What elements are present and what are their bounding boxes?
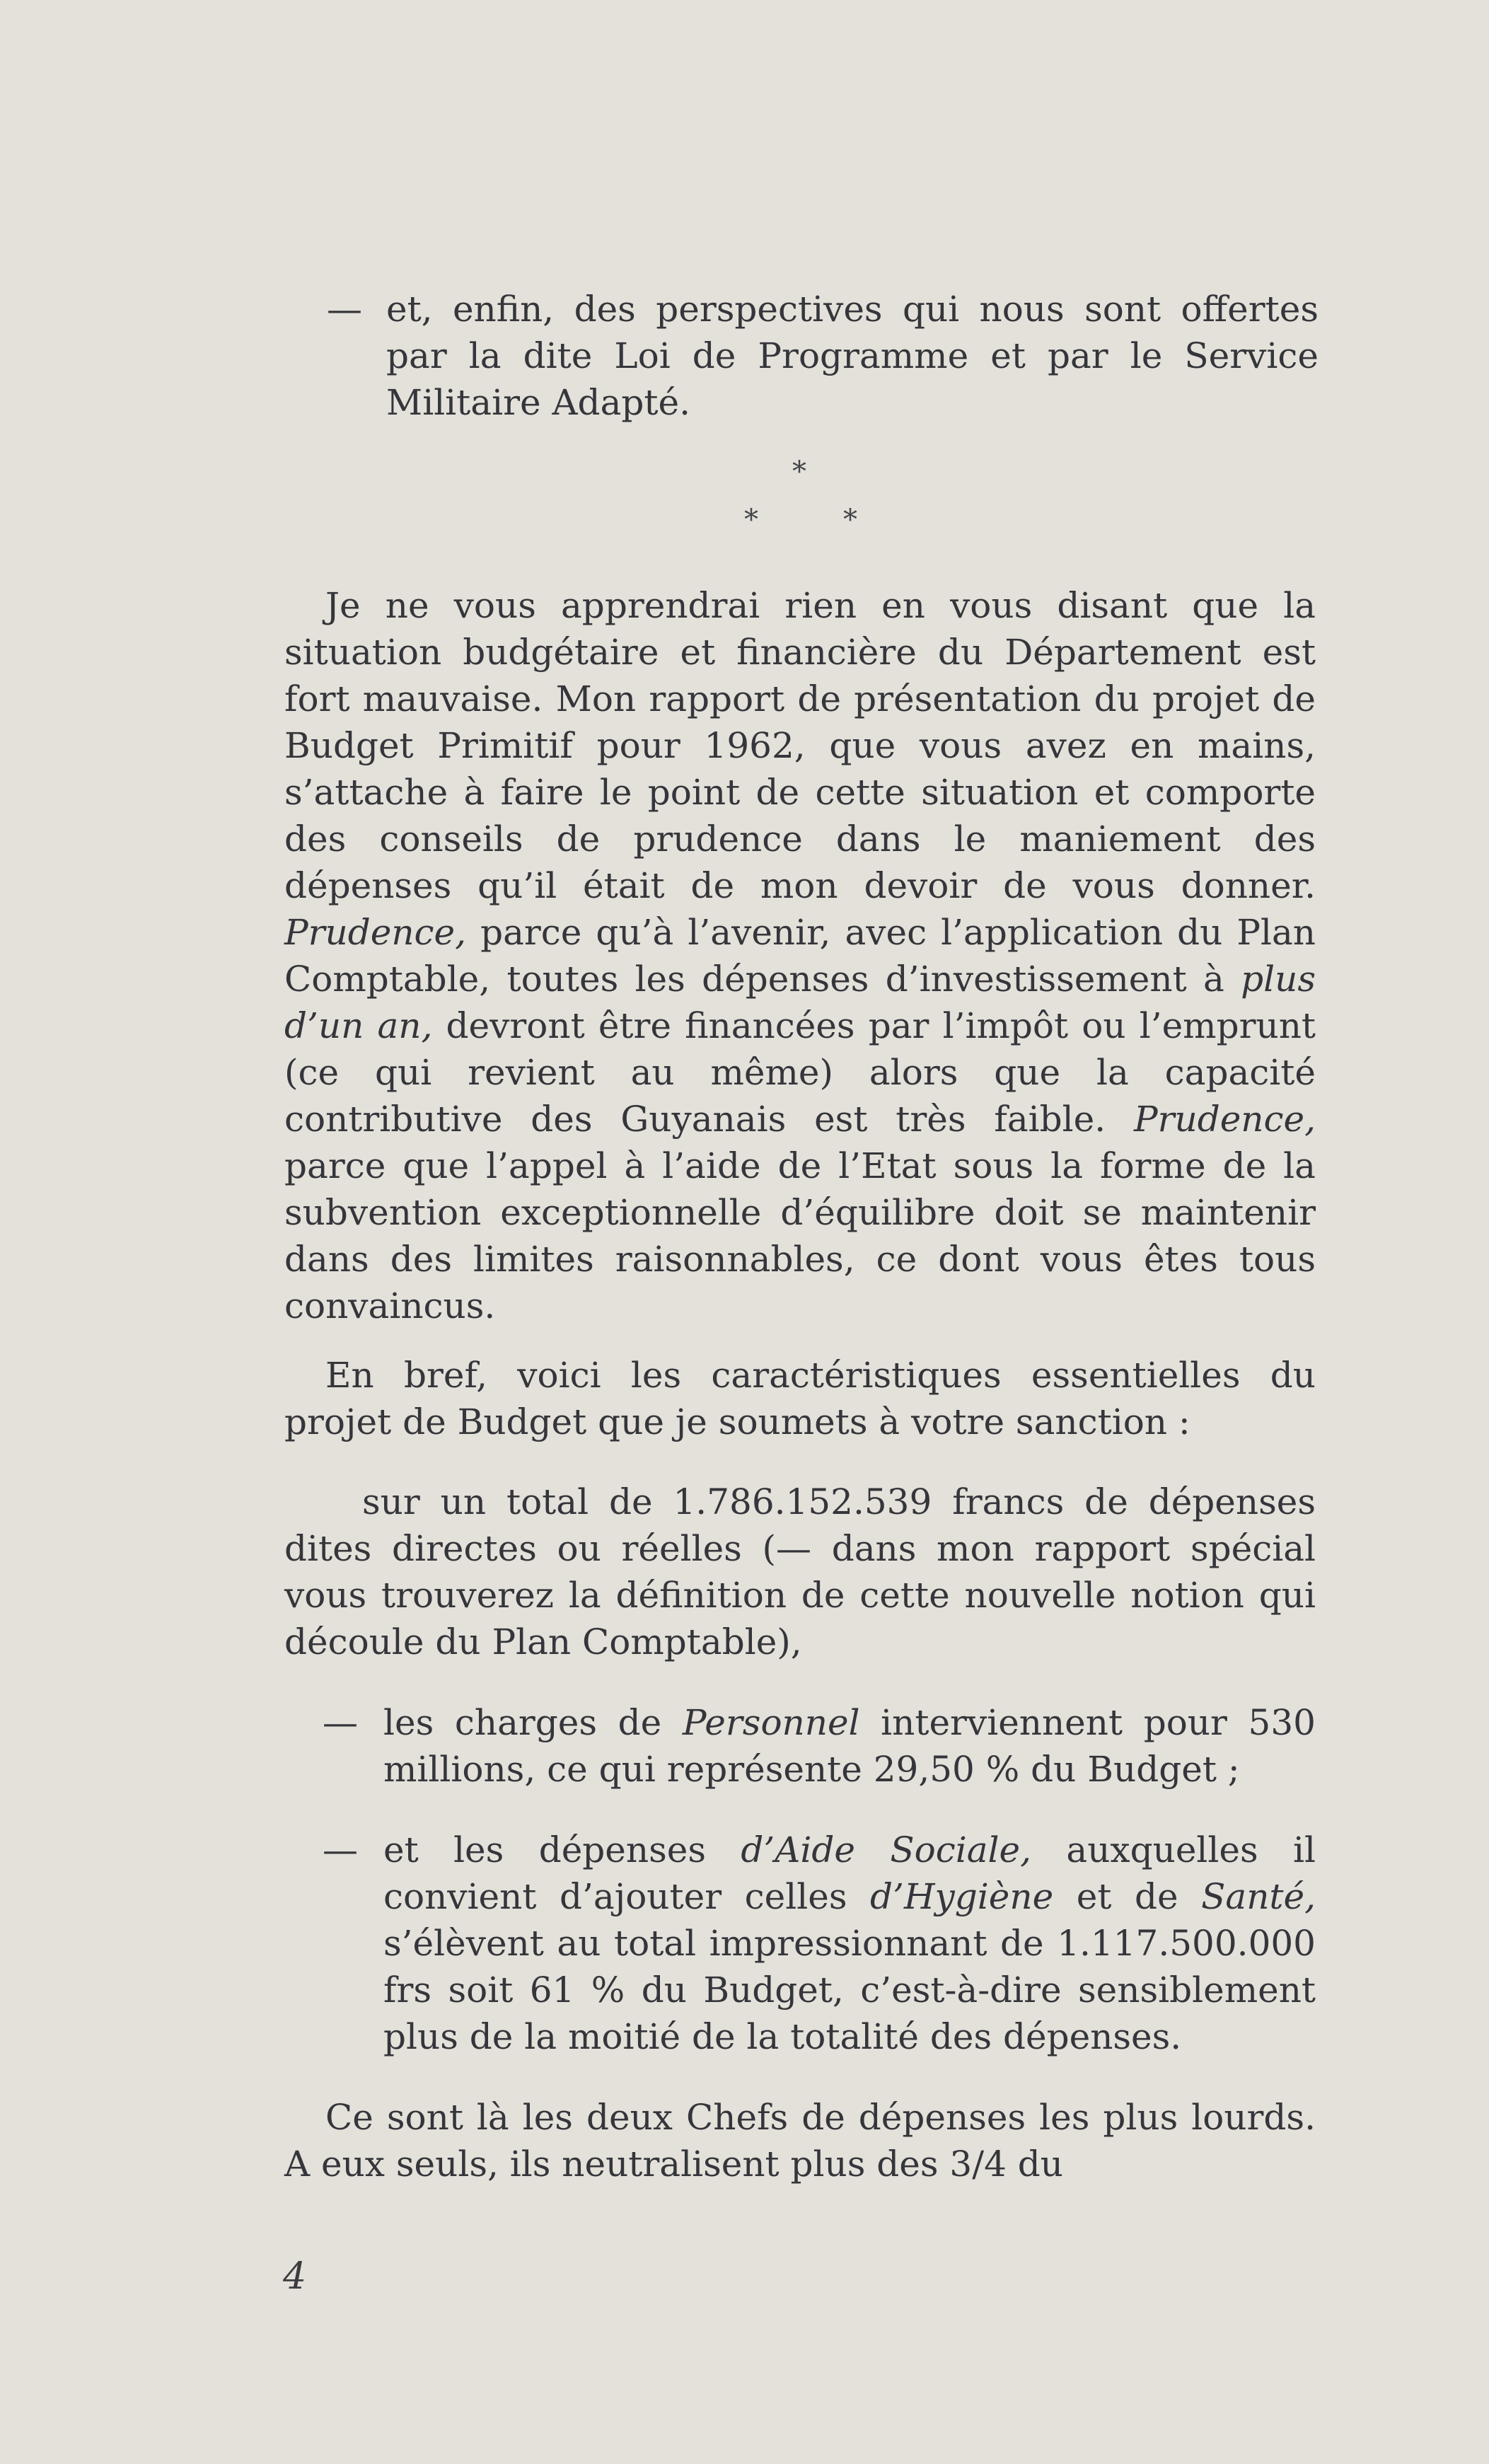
item-personnel-text-b: interviennent pour 530 millions, ce qui représente 29,50 % du Budget ; [383, 1702, 1316, 1790]
paragraph-1-emphasis-plus-dun-an: plus d’un an, [284, 959, 1316, 1046]
item-aide-emphasis-hygiene: d’Hygiène [870, 1876, 1054, 1917]
list-dash: — [323, 1702, 358, 1743]
item-aide-text-a: et les dépenses [383, 1829, 741, 1870]
item-aide-text [383, 1827, 1316, 2060]
list-dash: — [327, 289, 362, 330]
paragraph-budget-situation [284, 582, 1316, 1329]
item-aide-emphasis-sante: Santé, [1201, 1876, 1316, 1917]
paragraph-1-text-c: devront être financées par l’impôt ou l’emprunt (ce qui revient au même) alors que la capacité contributive des Guyanais est très faible. [284, 1005, 1316, 1140]
paragraph-1-text-d: parce que l’appel à l’aide de l’Etat sous la forme de la subvention exceptionnelle d’équilibre doit se maintenir dans des limites raisonnables, ce dont vous êtes tous convaincus. [284, 1145, 1316, 1326]
paragraph-total-expenses: sur un total de 1.786.152.539 francs de dépenses dites directes ou réelles (— dans mon rapport spécial vous trouverez la définition de cette nouvelle notion qui découle du Plan Comptable), [284, 1481, 1316, 1662]
separator-star-left: * [744, 504, 758, 536]
paragraph-1-emphasis-prudence-2: Prudence, [1133, 1099, 1316, 1140]
paragraph-1-text-a: Je ne vous apprendrai rien en vous disant que la situation budgétaire et financière du Département est fort mauvaise. Mon rapport de présentation du projet de Budget Primitif pour 1962, que vous avez en mains, s’attache à faire le point de cette situation et comporte des conseils de prudence dans le maniement des dépenses qu’il était de mon devoir de vous donner. [284, 585, 1316, 906]
item-aide-text-b: auxquelles il convient d’ajouter celles [383, 1829, 1316, 1917]
paragraph-1-emphasis-prudence: Prudence, [284, 912, 467, 953]
paragraph-main-expenses: Ce sont là les deux Chefs de dépenses les plus lourds. A eux seuls, ils neutralisent plus des 3/4 du [284, 2097, 1316, 2185]
item-personnel-text-a: les charges de [383, 1702, 683, 1743]
opening-item-text: et, enfin, des perspectives qui nous sont offertes par la dite Loi de Programme et par le Service Militaire Adapté. [386, 289, 1319, 423]
separator-star-right: * [843, 504, 857, 536]
item-aide-text-d: s’élèvent au total impressionnant de 1.117.500.000 frs soit 61 % du Budget, c’est-à-dire sensiblement plus de la moitié de la totalité des dépenses. [383, 1923, 1316, 2057]
page-number: 4 [283, 2255, 307, 2298]
item-aide-text-c: et de [1053, 1876, 1202, 1917]
paragraph-characteristics: En bref, voici les caractéristiques essentielles du projet de Budget que je soumets à votre sanction : [284, 1355, 1316, 1442]
item-aide-emphasis-aide-sociale: d’Aide Sociale, [741, 1829, 1032, 1870]
paragraph-1-text-b: parce qu’à l’avenir, avec l’application du Plan Comptable, toutes les dépenses d’investissement à [284, 912, 1316, 1000]
list-dash: — [323, 1829, 358, 1870]
separator-star-top: * [792, 456, 806, 488]
item-personnel-text [383, 1699, 1316, 1793]
item-personnel-emphasis: Personnel [682, 1702, 860, 1743]
